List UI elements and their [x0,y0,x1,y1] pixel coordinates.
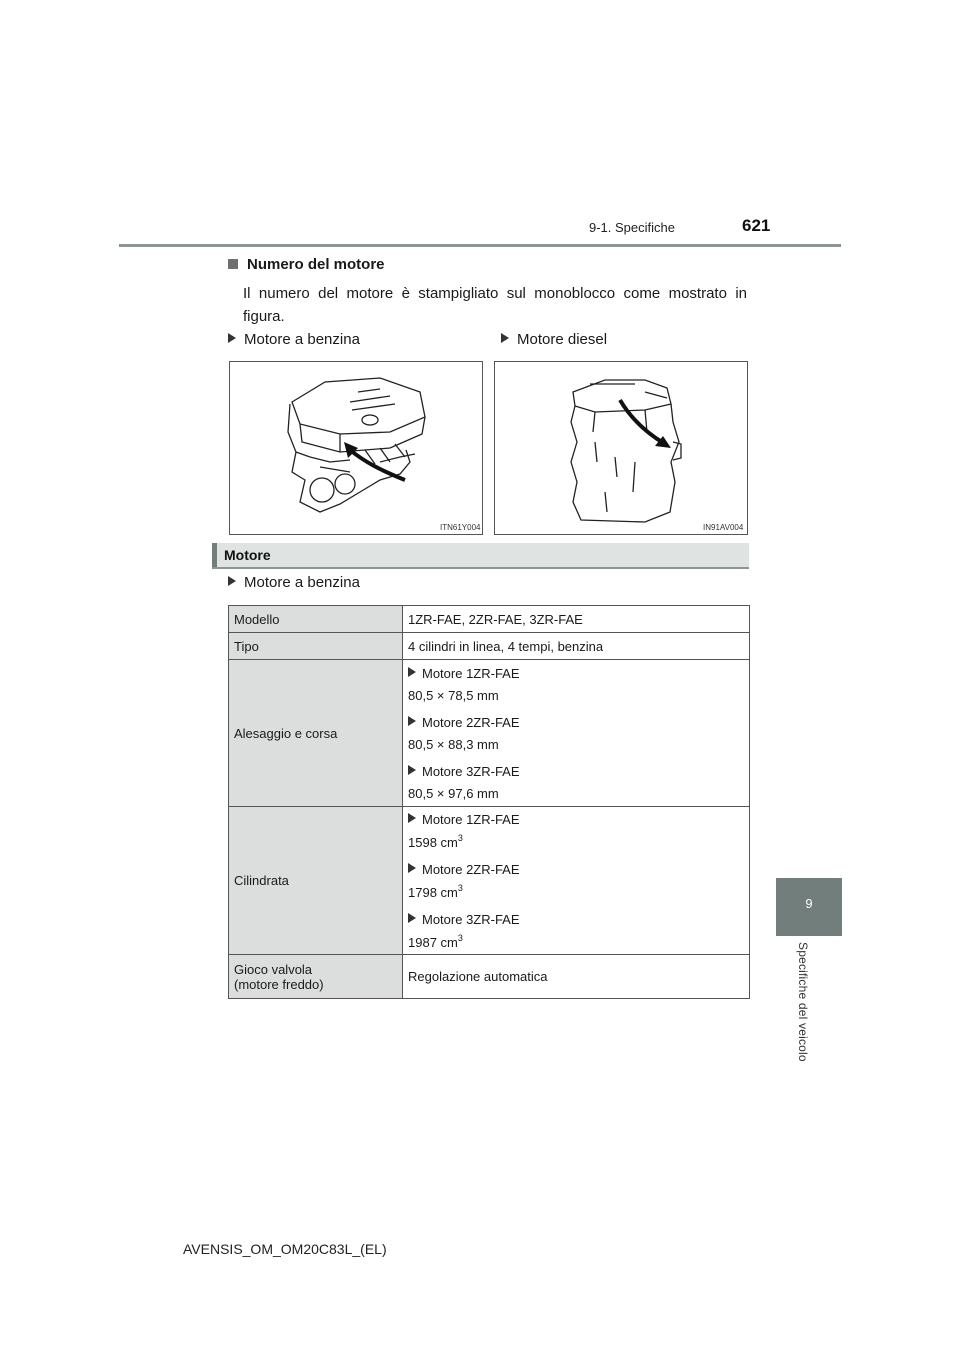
row-label: Modello [229,606,403,633]
table-row [229,955,750,999]
row-value [403,660,750,807]
list-item [408,910,744,929]
triangle-bullet-icon [408,765,416,775]
row-label [229,955,403,999]
triangle-bullet-icon [408,813,416,823]
chapter-number: 9 [805,896,813,911]
petrol-engine-figure [229,361,483,535]
table-row [229,807,750,955]
list-item [408,883,744,902]
chapter-label: Specifiche del veicolo [796,942,810,1062]
engine-number-heading-text: Numero del motore [247,256,385,273]
engine-name: Motore 2ZR-FAE [422,714,520,730]
triangle-bullet-icon [228,576,236,586]
diesel-engine-drawing [495,362,749,534]
triangle-bullet-icon [408,667,416,677]
petrol-image-code: ITN61Y004 [440,523,481,532]
diesel-engine-figure [494,361,748,535]
displacement-value: 1798 cm [408,884,458,900]
table-row [229,606,750,633]
engine-name: Motore 1ZR-FAE [422,665,520,681]
row-label: Tipo [229,633,403,660]
unit-exponent: 3 [457,932,463,943]
header-rule [119,244,841,247]
engine-name: Motore 3ZR-FAE [422,911,520,927]
row-value [403,807,750,955]
diesel-engine-label [501,331,607,348]
petrol-subheading [228,574,360,591]
engine-number-paragraph: Il numero del motore è stampigliato sul monoblocco come mostrato in figura. [243,285,747,325]
triangle-bullet-icon [408,863,416,873]
page-number: 621 [742,216,771,235]
table-row [229,633,750,660]
list-item [408,810,744,829]
list-item: 80,5 × 97,6 mm [408,785,499,801]
unit-exponent: 3 [457,832,463,843]
unit-exponent: 3 [457,882,463,893]
engine-spec-table [228,605,750,999]
list-item [408,713,744,732]
displacement-value: 1598 cm [408,834,458,850]
petrol-engine-label-text: Motore a benzina [244,331,360,348]
engine-name: Motore 3ZR-FAE [422,763,520,779]
list-item: 80,5 × 88,3 mm [408,736,499,752]
list-item [408,762,744,781]
engine-name: Motore 1ZR-FAE [422,811,520,827]
row-value: Regolazione automatica [403,955,750,999]
list-item [408,933,744,952]
section-breadcrumb: 9-1. Specifiche [589,220,675,235]
engine-name: Motore 2ZR-FAE [422,861,520,877]
chapter-tab[interactable] [776,878,842,936]
triangle-bullet-icon [501,333,509,343]
row-label-line: Gioco valvola [234,961,313,977]
row-value: 4 cilindri in linea, 4 tempi, benzina [403,633,750,660]
petrol-engine-drawing [230,362,482,534]
petrol-subheading-text: Motore a benzina [244,574,360,591]
triangle-bullet-icon [408,716,416,726]
square-bullet-icon [228,259,238,269]
petrol-engine-label [228,331,360,348]
engine-number-heading [228,256,385,273]
list-item: 80,5 × 78,5 mm [408,687,499,703]
list-item [408,833,744,852]
row-label-line: (motore freddo) [234,976,324,992]
triangle-bullet-icon [408,913,416,923]
document-code: AVENSIS_OM_OM20C83L_(EL) [183,1241,387,1257]
motore-section-header [212,543,749,569]
displacement-value: 1987 cm [408,934,458,950]
row-label: Alesaggio e corsa [229,660,403,807]
diesel-image-code: IN91AV004 [703,523,744,532]
row-value: 1ZR-FAE, 2ZR-FAE, 3ZR-FAE [403,606,750,633]
list-item [408,664,744,683]
row-label: Cilindrata [229,807,403,955]
section-title: Motore [224,547,271,563]
list-item [408,860,744,879]
triangle-bullet-icon [228,333,236,343]
diesel-engine-label-text: Motore diesel [517,331,608,348]
table-row [229,660,750,807]
section-accent [212,543,217,567]
